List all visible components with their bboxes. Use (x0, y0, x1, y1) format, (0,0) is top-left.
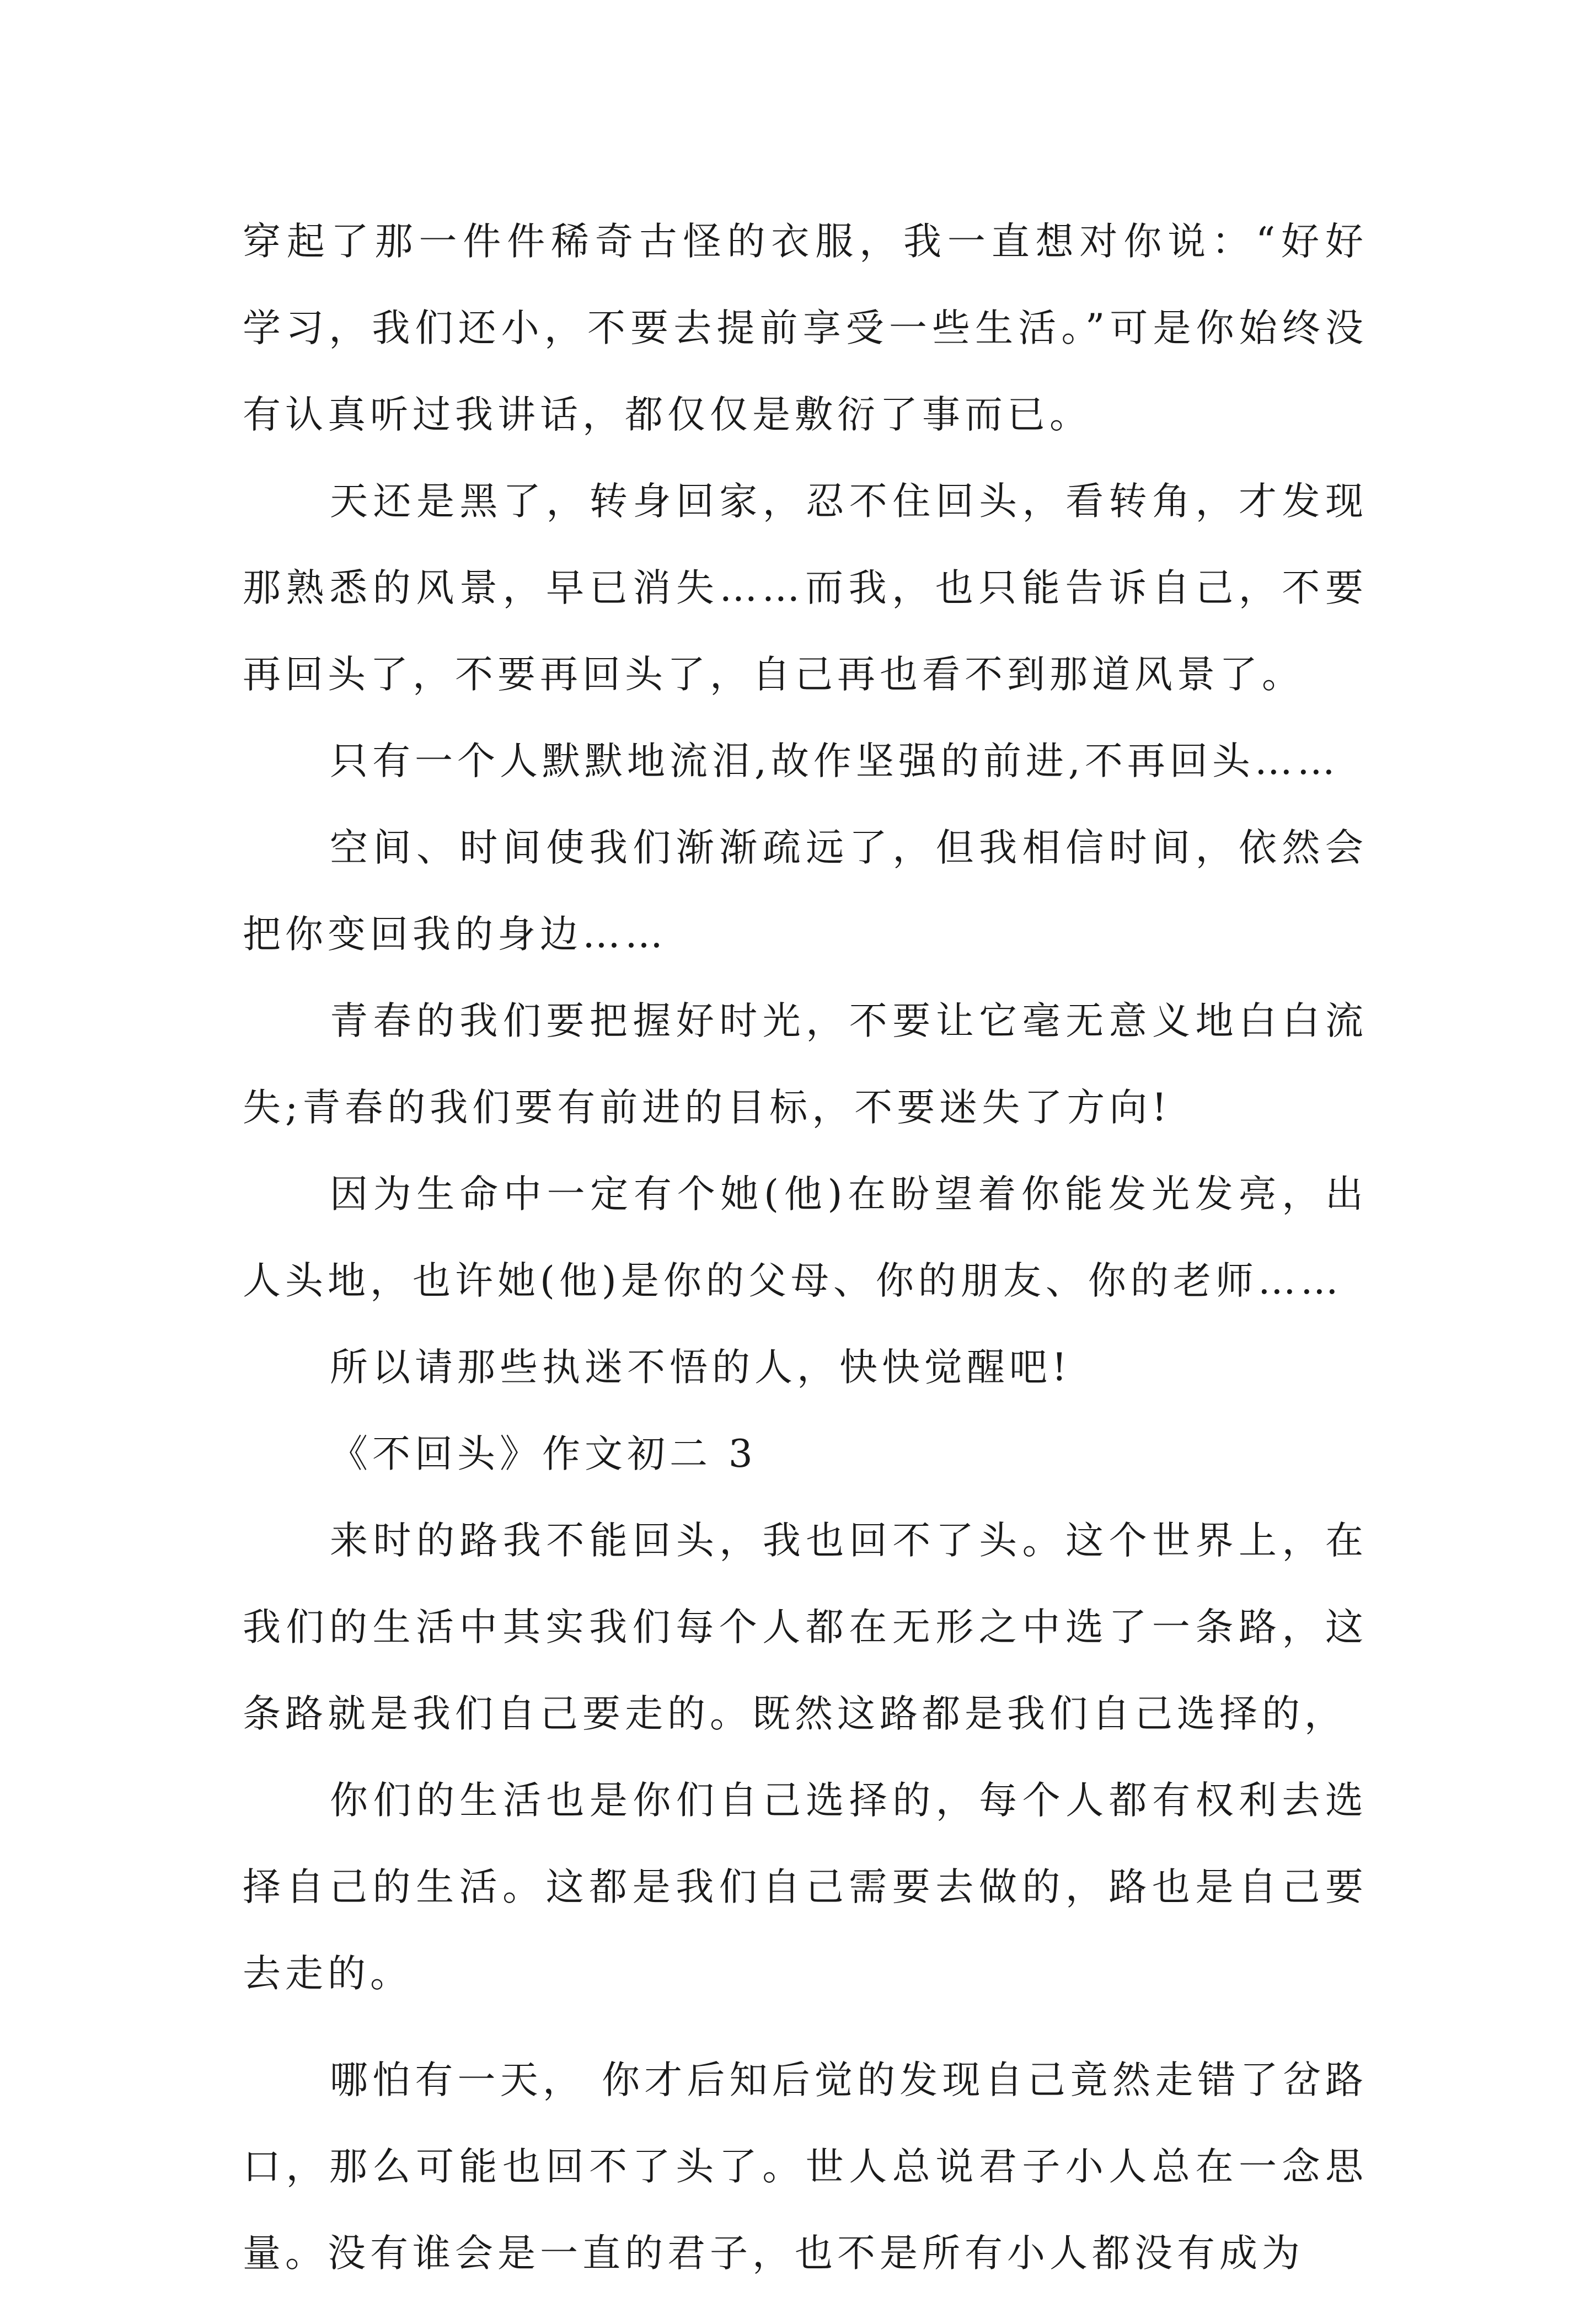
paragraph: 天还是黑了，转身回家，忍不住回头，看转角，才发现那熟悉的风景，早已消失……而我，也只能告诉自己，不要再回头了，不要再回头了，自己再也看不到那道风景了。 (243, 479, 1368, 697)
paragraph-continuation: 穿起了那一件件稀奇古怪的衣服，我一直想对你说：“好好学习，我们还小，不要去提前享受一些生活。”可是你始终没有认真听过我讲话，都仅仅是敷衍了事而已。 (243, 220, 1368, 437)
paragraph-gap (243, 2017, 1368, 2037)
paragraph: 青春的我们要把握好时光，不要让它毫无意义地白白流失;青春的我们要有前进的目标，不要迷失了方向! (243, 999, 1368, 1130)
paragraph: 因为生命中一定有个她(他)在盼望着你能发光发亮，出人头地，也许她(他)是你的父母、你的朋友、你的老师…… (243, 1172, 1368, 1303)
document-body (243, 199, 1368, 2297)
paragraph: 所以请那些执迷不悟的人，快快觉醒吧! (330, 1345, 1072, 1390)
paragraph: 你们的生活也是你们自己选择的，每个人都有权利去选择自己的生活。这都是我们自己需要去做的，路也是自己要去走的。 (243, 1778, 1368, 1996)
paragraph: 只有一个人默默地流泪,故作坚强的前进,不再回头…… (330, 739, 1340, 783)
paragraph: 来时的路我不能回头，我也回不了头。这个世界上，在我们的生活中其实我们每个人都在无形之中选了一条路，这条路就是我们自己要走的。既然这路都是我们自己选择的， (243, 1519, 1368, 1736)
paragraph: 哪怕有一天， 你才后知后觉的发现自己竟然走错了岔路口，那么可能也回不了头了。世人总说君子小人总在一念思量。没有谁会是一直的君子，也不是所有小人都没有成为 (243, 2058, 1368, 2275)
section-heading: 《不回头》作文初二 3 (330, 1432, 757, 1476)
paragraph: 空间、时间使我们渐渐疏远了，但我相信时间，依然会把你变回我的身边…… (243, 826, 1368, 957)
